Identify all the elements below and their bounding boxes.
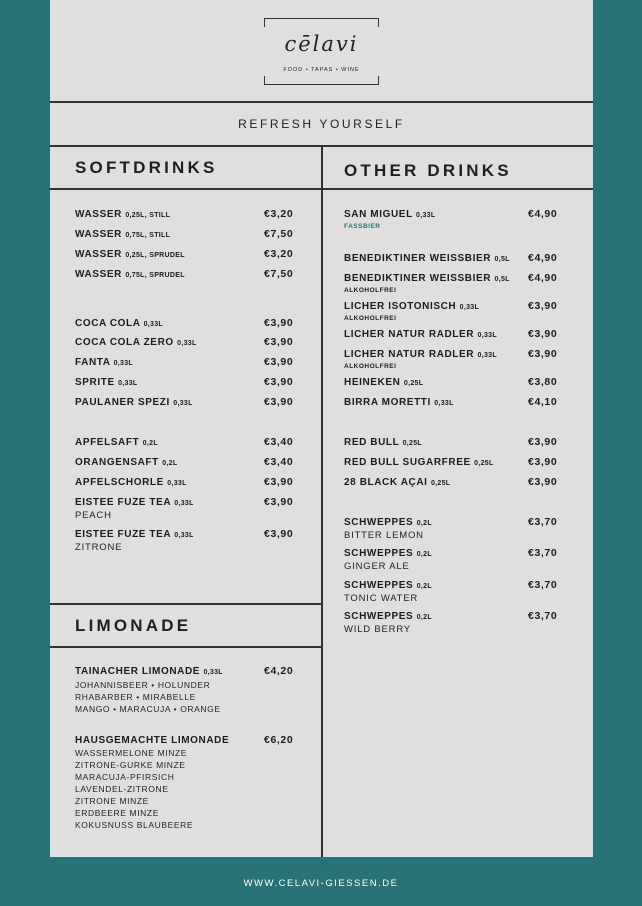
item-price: €3,70 [528, 579, 558, 591]
item-name-line [75, 457, 177, 470]
item-size: 0,33L [173, 400, 193, 407]
item-name: EISTEE FUZE TEA [75, 497, 171, 508]
flavor-line: MARACUJA-PFIRSICH [75, 772, 175, 782]
item-note: FASSBIER [344, 223, 381, 230]
menu-item [344, 548, 432, 572]
item-name-line [344, 329, 497, 342]
item-price: €3,70 [528, 547, 558, 559]
item-size: 0,25L, STILL [125, 212, 171, 219]
item-name-line [75, 377, 138, 390]
item-note: ALKOHOLFREI [344, 363, 397, 370]
item-size: 0,2L [416, 583, 432, 590]
menu-item [344, 611, 432, 635]
item-name-line [75, 318, 163, 331]
menu-item [75, 269, 185, 282]
item-price: €7,50 [264, 228, 294, 240]
item-size: 0,33L [459, 304, 480, 311]
menu-item [344, 437, 422, 450]
item-price: €3,70 [528, 516, 558, 528]
item-price: €3,90 [528, 476, 558, 488]
menu-item [344, 253, 510, 266]
item-price: €3,20 [264, 248, 294, 260]
menu-item [344, 349, 497, 371]
item-name: BENEDIKTINER WEISSBIER [344, 253, 492, 264]
item-name-line [75, 337, 197, 350]
column-divider [321, 145, 323, 857]
item-name-line [344, 437, 422, 450]
item-name: SCHWEPPES [344, 548, 414, 559]
flavor-line: RHABARBER • MIRABELLE [75, 692, 196, 702]
menu-item [75, 666, 223, 715]
item-name-line [75, 497, 194, 510]
item-variant: BITTER LEMON [344, 530, 424, 541]
item-size: 0,75L, SPRUDEL [125, 272, 185, 279]
item-price: €3,40 [264, 456, 294, 468]
item-price: €3,20 [264, 208, 294, 220]
menu-item [75, 229, 170, 242]
item-name-line [344, 349, 497, 362]
item-name: SCHWEPPES [344, 580, 414, 591]
item-name: LICHER NATUR RADLER [344, 349, 475, 360]
item-name: WASSER [75, 209, 122, 220]
item-size: 0,33L [477, 332, 497, 339]
item-price: €3,90 [528, 436, 558, 448]
item-size: 0,5L [494, 256, 510, 263]
menu-item [75, 397, 193, 410]
item-name-line [75, 229, 170, 242]
item-price: €3,90 [264, 528, 294, 540]
item-name: WASSER [75, 269, 122, 280]
menu-item [344, 377, 423, 390]
item-size: 0,33L [416, 212, 436, 219]
item-price: €3,90 [264, 317, 294, 329]
item-name-line [75, 666, 223, 679]
item-size: 0,25L [402, 440, 422, 447]
item-name-line [344, 580, 432, 593]
item-name-line [75, 209, 170, 222]
item-size: 0,33L [174, 532, 194, 539]
item-price: €4,90 [528, 252, 558, 264]
item-name-line [344, 301, 479, 314]
item-size: 0,33L [203, 669, 223, 676]
item-name: FANTA [75, 357, 111, 368]
item-price: €3,90 [264, 336, 294, 348]
item-price: €3,90 [264, 376, 294, 388]
website-link[interactable]: WWW.CELAVI-GIESSEN.DE [243, 878, 399, 889]
menu-item [75, 529, 194, 553]
item-name: SCHWEPPES [344, 611, 414, 622]
item-name: COCA COLA ZERO [75, 337, 174, 348]
item-variant: WILD BERRY [344, 624, 411, 635]
item-name-line [75, 269, 185, 282]
item-note: ALKOHOLFREI [344, 315, 397, 322]
item-size: 0,25L [403, 380, 424, 387]
item-price: €3,80 [528, 376, 558, 388]
menu-item [344, 477, 450, 490]
item-price: €3,70 [528, 610, 558, 622]
item-name: WASSER [75, 229, 122, 240]
item-name: TAINACHER LIMONADE [75, 666, 201, 677]
menu-item [75, 357, 133, 370]
softdrinks-title: SOFTDRINKS [75, 158, 218, 177]
item-name-line [75, 477, 187, 490]
flavor-line: ZITRONE-GURKE MINZE [75, 760, 186, 770]
item-size: 0,33L [113, 360, 134, 367]
item-variant: GINGER ALE [344, 561, 410, 572]
item-name-line [344, 253, 510, 266]
item-name: BENEDIKTINER WEISSBIER [344, 273, 492, 284]
item-name: SPRITE [75, 377, 115, 388]
item-name-line [75, 735, 229, 747]
limonade-title: LIMONADE [75, 616, 192, 635]
menu-item [75, 457, 177, 470]
divider [50, 646, 322, 648]
item-price: €3,90 [264, 496, 294, 508]
item-name: PAULANER SPEZI [75, 397, 170, 408]
item-size: 0,33L [434, 400, 454, 407]
menu-item [75, 735, 229, 831]
item-note: ALKOHOLFREI [344, 287, 397, 294]
item-price: €3,90 [264, 476, 294, 488]
menu-item [344, 517, 432, 541]
item-price: €3,90 [528, 300, 558, 312]
brand-tagline: FOOD • TAPAS • WINE [283, 67, 360, 73]
menu-item [75, 318, 163, 331]
item-variant: ZITRONE [75, 542, 123, 553]
divider [50, 188, 593, 190]
menu-item [75, 477, 187, 490]
menu-item [344, 273, 510, 295]
flavor-line: WASSERMELONE MINZE [75, 748, 188, 758]
item-name-line [344, 457, 494, 470]
item-name: 28 BLACK AÇAI [344, 477, 428, 488]
item-name: APFELSAFT [75, 437, 140, 448]
page-headline: REFRESH YOURSELF [238, 117, 405, 131]
item-name: RED BULL [344, 437, 400, 448]
brand-name: cēlavi [284, 32, 359, 56]
menu-item [75, 377, 138, 390]
item-price: €3,90 [528, 456, 558, 468]
menu-item [75, 497, 194, 521]
item-size: 0,25L [474, 460, 494, 467]
menu-item [75, 249, 185, 262]
menu-item [344, 301, 479, 323]
item-name-line [344, 477, 450, 490]
flavor-line: MANGO • MARACUJA • ORANGE [75, 704, 221, 714]
item-price: €7,50 [264, 268, 294, 280]
item-variant: TONIC WATER [344, 593, 419, 604]
item-size: 0,2L [416, 614, 432, 621]
flavor-line: LAVENDEL-ZITRONE [75, 784, 169, 794]
item-name-line [344, 209, 435, 222]
divider [50, 603, 322, 605]
item-price: €3,90 [528, 348, 558, 360]
item-price: €4,10 [528, 396, 558, 408]
item-name: LICHER NATUR RADLER [344, 329, 475, 340]
divider [50, 101, 593, 103]
item-name-line [75, 397, 193, 410]
item-size: 0,33L [167, 480, 187, 487]
item-size: 0,5L [494, 276, 510, 283]
item-name-line [344, 611, 432, 624]
item-name: RED BULL SUGARFREE [344, 457, 471, 468]
item-size: 0,33L [477, 352, 497, 359]
menu-item [344, 329, 497, 342]
item-price: €3,90 [528, 328, 558, 340]
item-size: 0,2L [162, 460, 178, 467]
item-price: €3,90 [264, 396, 294, 408]
item-name: ORANGENSAFT [75, 457, 159, 468]
item-price: €3,40 [264, 436, 294, 448]
item-variant: PEACH [75, 510, 112, 521]
item-price: €4,90 [528, 272, 558, 284]
flavor-line: JOHANNISBEER • HOLUNDER [75, 680, 211, 690]
logo [264, 18, 379, 85]
menu-item [344, 209, 435, 231]
item-name-line [344, 548, 432, 561]
item-name: LICHER ISOTONISCH [344, 301, 457, 312]
item-name: HAUSGEMACHTE LIMONADE [75, 735, 230, 746]
item-name-line [344, 273, 510, 286]
item-name: HEINEKEN [344, 377, 401, 388]
flavor-line: KOKUSNUSS BLAUBEERE [75, 820, 194, 830]
flavor-line: ERDBEERE MINZE [75, 808, 159, 818]
item-name: BIRRA MORETTI [344, 397, 431, 408]
menu-page [50, 0, 593, 857]
item-name-line [75, 249, 185, 262]
item-price: €4,20 [264, 665, 294, 677]
item-name-line [344, 517, 432, 530]
item-price: €6,20 [264, 734, 294, 746]
item-name: EISTEE FUZE TEA [75, 529, 171, 540]
menu-item [75, 209, 170, 222]
item-name: SCHWEPPES [344, 517, 414, 528]
item-name-line [75, 529, 194, 542]
item-name-line [75, 357, 133, 370]
item-size: 0,25L, SPRUDEL [125, 252, 185, 259]
menu-item [75, 337, 197, 350]
item-name: APFELSCHORLE [75, 477, 164, 488]
menu-item [75, 437, 158, 450]
item-size: 0,75L, STILL [125, 232, 171, 239]
item-name: COCA COLA [75, 318, 141, 329]
menu-item [344, 580, 432, 604]
item-size: 0,25L [430, 480, 451, 487]
item-name-line [344, 397, 454, 410]
item-price: €4,90 [528, 208, 558, 220]
item-name-line [344, 377, 423, 390]
item-size: 0,2L [142, 440, 158, 447]
item-name: SAN MIGUEL [344, 209, 413, 220]
item-size: 0,2L [416, 551, 432, 558]
item-price: €3,90 [264, 356, 294, 368]
item-size: 0,33L [174, 500, 194, 507]
item-size: 0,33L [118, 380, 138, 387]
item-name: WASSER [75, 249, 122, 260]
menu-item [344, 457, 494, 470]
other-drinks-title: OTHER DRINKS [344, 161, 512, 180]
item-size: 0,33L [143, 321, 164, 328]
menu-item [344, 397, 454, 410]
flavor-line: ZITRONE MINZE [75, 796, 149, 806]
item-size: 0,33L [177, 340, 197, 347]
item-size: 0,2L [416, 520, 432, 527]
item-name-line [75, 437, 158, 450]
